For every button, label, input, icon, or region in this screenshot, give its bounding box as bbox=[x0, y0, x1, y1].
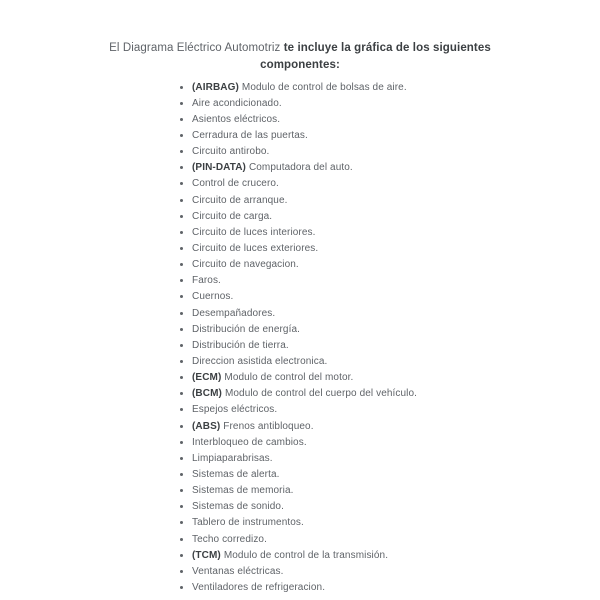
list-item bbox=[180, 499, 417, 515]
list-item-text: Sistemas de memoria. bbox=[192, 485, 294, 497]
bullet-icon bbox=[180, 263, 183, 266]
bullet-icon bbox=[180, 344, 183, 347]
list-item bbox=[180, 321, 417, 337]
list-item bbox=[180, 208, 417, 224]
bullet-icon bbox=[180, 134, 183, 137]
list-item bbox=[180, 289, 417, 305]
bullet-icon bbox=[180, 554, 183, 557]
page-title bbox=[0, 40, 600, 74]
bullet-icon bbox=[180, 279, 183, 282]
bullet-icon bbox=[180, 586, 183, 589]
list-item-text: Cerradura de las puertas. bbox=[192, 129, 308, 141]
bullet-icon bbox=[180, 215, 183, 218]
list-item bbox=[180, 144, 417, 160]
list-item-text: Modulo de control del motor. bbox=[224, 372, 354, 384]
list-item bbox=[180, 515, 417, 531]
list-item-text: Direccion asistida electronica. bbox=[192, 355, 328, 367]
list-item-text: Circuito de arranque. bbox=[192, 194, 288, 206]
list-item-bold-label: (TCM) bbox=[192, 549, 221, 561]
list-item bbox=[180, 305, 417, 321]
bullet-icon bbox=[180, 295, 183, 298]
list-item-text: Circuito de navegacion. bbox=[192, 259, 299, 271]
title-line-2: componentes: bbox=[260, 59, 340, 71]
list-item-text: Circuito antirobo. bbox=[192, 146, 270, 158]
list-item-text: Modulo de control de bolsas de aire. bbox=[241, 81, 407, 93]
bullet-icon bbox=[180, 425, 183, 428]
list-item bbox=[180, 192, 417, 208]
list-item bbox=[180, 257, 417, 273]
list-item bbox=[180, 466, 417, 482]
list-item-text: Sistemas de sonido. bbox=[192, 501, 284, 513]
list-item bbox=[180, 579, 417, 595]
list-item-text: Modulo de control de la transmisión. bbox=[223, 549, 389, 561]
list-item bbox=[180, 353, 417, 369]
list-item bbox=[180, 160, 417, 176]
list-item bbox=[180, 111, 417, 127]
list-item bbox=[180, 176, 417, 192]
bullet-icon bbox=[180, 118, 183, 121]
list-item-text: Faros. bbox=[192, 275, 221, 287]
list-item-text: Frenos antibloqueo. bbox=[223, 420, 314, 432]
list-item bbox=[180, 273, 417, 289]
title-bold-text: te incluye la gráfica de los siguientes bbox=[283, 42, 491, 54]
list-item-text: Circuito de luces exteriores. bbox=[192, 242, 319, 254]
list-item bbox=[180, 483, 417, 499]
title-line-1 bbox=[0, 40, 600, 57]
list-item-text: Limpiaparabrisas. bbox=[192, 452, 273, 464]
bullet-icon bbox=[180, 376, 183, 379]
list-item-text: Computadora del auto. bbox=[248, 162, 353, 174]
bullet-icon bbox=[180, 441, 183, 444]
bullet-icon bbox=[180, 312, 183, 315]
list-item-text: Tablero de instrumentos. bbox=[192, 517, 304, 529]
list-item bbox=[180, 127, 417, 143]
list-item-text: Modulo de control del cuerpo del vehículo. bbox=[224, 388, 418, 400]
bullet-icon bbox=[180, 505, 183, 508]
list-item-text: Desempañadores. bbox=[192, 307, 276, 319]
bullet-icon bbox=[180, 473, 183, 476]
components-list bbox=[180, 79, 417, 596]
list-item bbox=[180, 563, 417, 579]
bullet-icon bbox=[180, 231, 183, 234]
list-item-text: Espejos eléctricos. bbox=[192, 404, 278, 416]
list-item-bold-label: (AIRBAG) bbox=[192, 81, 239, 93]
list-item bbox=[180, 386, 417, 402]
bullet-icon bbox=[180, 457, 183, 460]
list-item bbox=[180, 531, 417, 547]
list-item-text: Techo corredizo. bbox=[192, 533, 267, 545]
bullet-icon bbox=[180, 102, 183, 105]
list-item bbox=[180, 450, 417, 466]
list-item bbox=[180, 95, 417, 111]
bullet-icon bbox=[180, 521, 183, 524]
list-item-text: Ventiladores de refrigeracion. bbox=[192, 581, 326, 593]
list-item-text: Aire acondicionado. bbox=[192, 97, 282, 109]
bullet-icon bbox=[180, 328, 183, 331]
list-item-text: Circuito de carga. bbox=[192, 210, 273, 222]
list-item-text: Distribución de tierra. bbox=[192, 339, 289, 351]
list-item-text: Control de crucero. bbox=[192, 178, 279, 190]
list-item-bold-label: (PIN-DATA) bbox=[192, 162, 246, 174]
list-item-text: Ventanas eléctricas. bbox=[192, 565, 284, 577]
list-item bbox=[180, 434, 417, 450]
list-item bbox=[180, 370, 417, 386]
bullet-icon bbox=[180, 408, 183, 411]
bullet-icon bbox=[180, 182, 183, 185]
list-item bbox=[180, 240, 417, 256]
list-item-text: Sistemas de alerta. bbox=[192, 468, 280, 480]
bullet-icon bbox=[180, 570, 183, 573]
list-item bbox=[180, 79, 417, 95]
list-item-text: Asientos eléctricos. bbox=[192, 113, 281, 125]
title-regular-text: El Diagrama Eléctrico Automotriz bbox=[109, 42, 281, 54]
list-item bbox=[180, 547, 417, 563]
bullet-icon bbox=[180, 360, 183, 363]
list-item-bold-label: (ABS) bbox=[192, 420, 221, 432]
bullet-icon bbox=[180, 247, 183, 250]
list-item-bold-label: (BCM) bbox=[192, 388, 222, 400]
bullet-icon bbox=[180, 150, 183, 153]
list-item-bold-label: (ECM) bbox=[192, 372, 222, 384]
bullet-icon bbox=[180, 199, 183, 202]
list-item-text: Circuito de luces interiores. bbox=[192, 226, 316, 238]
list-item bbox=[180, 402, 417, 418]
bullet-icon bbox=[180, 166, 183, 169]
list-item bbox=[180, 224, 417, 240]
bullet-icon bbox=[180, 538, 183, 541]
list-item bbox=[180, 337, 417, 353]
list-item-text: Distribución de energía. bbox=[192, 323, 301, 335]
list-item-text: Interbloqueo de cambios. bbox=[192, 436, 307, 448]
list-item bbox=[180, 418, 417, 434]
bullet-icon bbox=[180, 489, 183, 492]
list-item-text: Cuernos. bbox=[192, 291, 234, 303]
bullet-icon bbox=[180, 392, 183, 395]
bullet-icon bbox=[180, 86, 183, 89]
